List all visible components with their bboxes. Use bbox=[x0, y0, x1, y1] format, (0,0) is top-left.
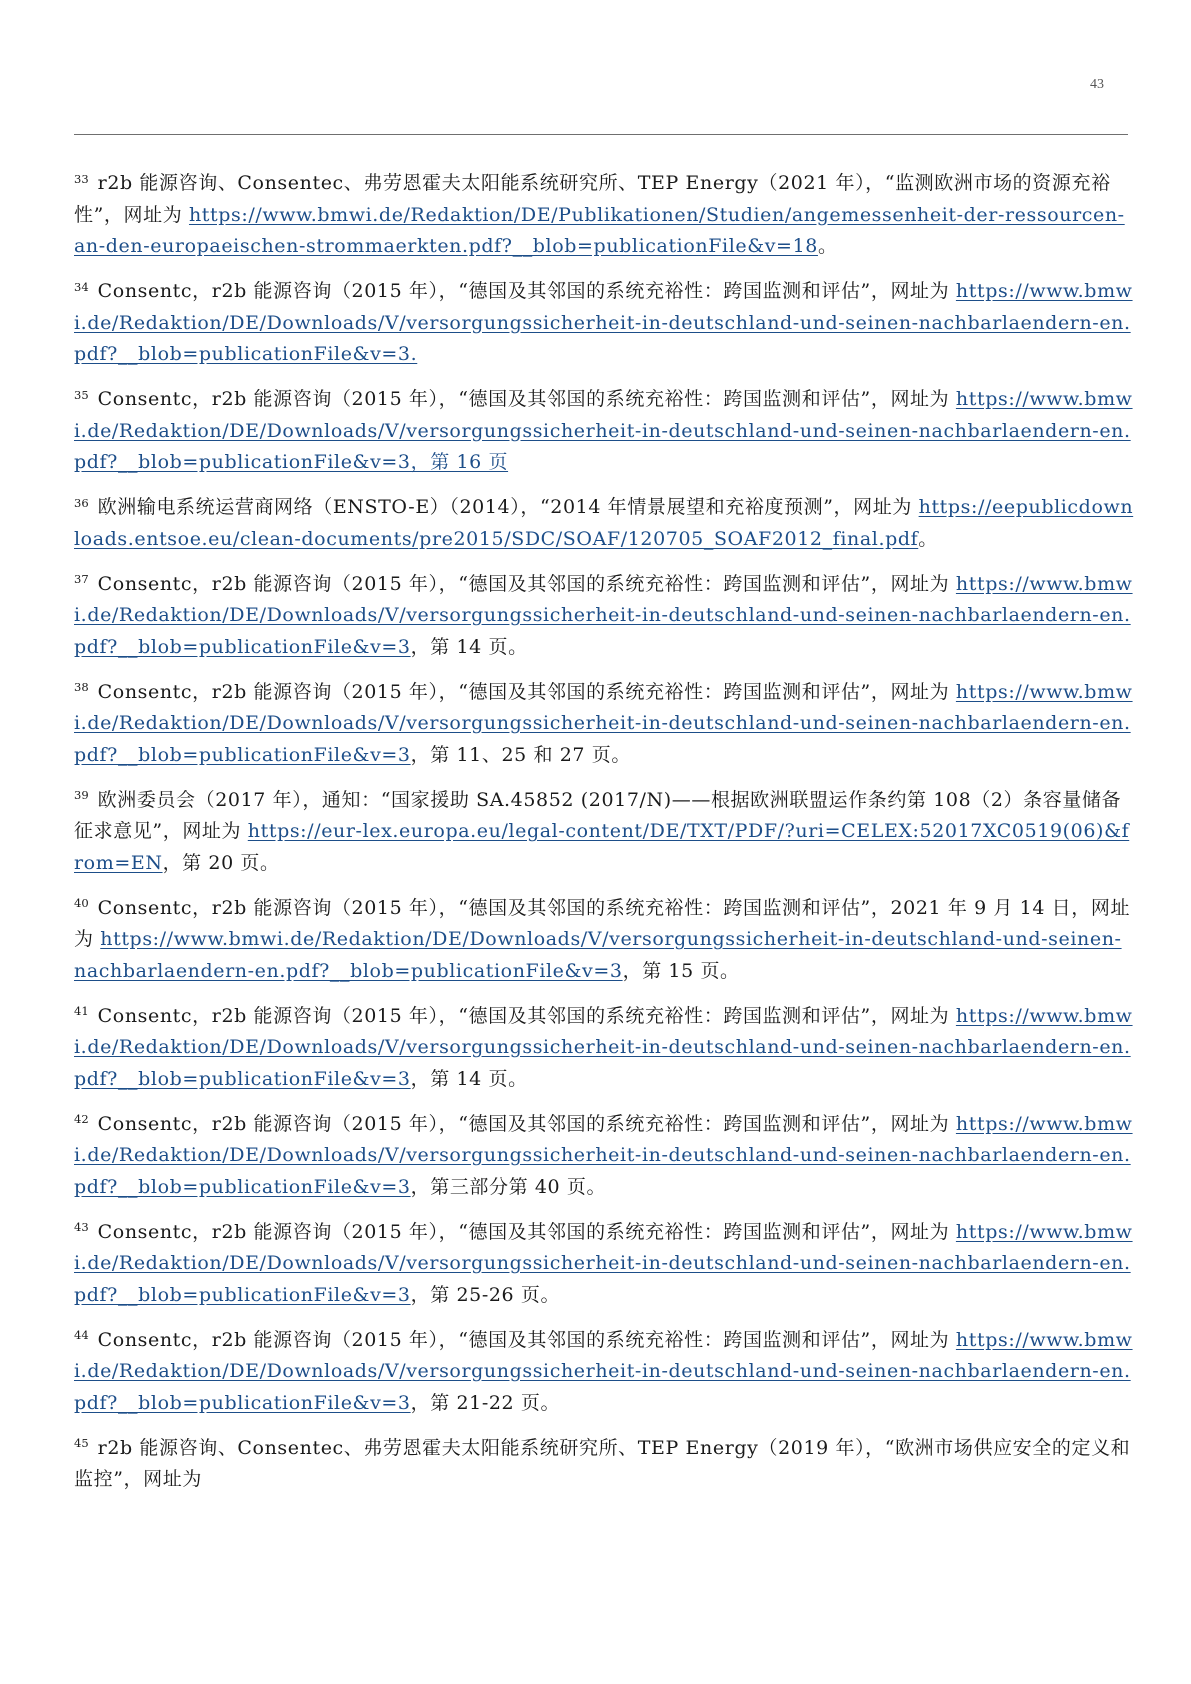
footnote-number: 41 bbox=[74, 1004, 89, 1019]
footnote-number: 38 bbox=[74, 680, 89, 695]
footnote-text: r2b 能源咨询、Consentec、弗劳恩霍夫太阳能系统研究所、TEP Energy（2021 年），“监测欧洲市场的资源充裕性”，网址为 bbox=[74, 172, 1111, 226]
footnote bbox=[74, 785, 1134, 880]
footnote-number: 33 bbox=[74, 171, 89, 186]
footnote-link[interactable]: https://www.bmwi.de/Redaktion/DE/Publikationen/Studien/angemessenheit-der-ressourcen-an-den-europaeischen-strommaerkten.pdf?__blob=publicationFile&v=18 bbox=[74, 203, 1125, 257]
footnote-text: Consentc，r2b 能源咨询（2015 年），“德国及其邻国的系统充裕性：跨国监测和评估”，网址为 bbox=[97, 680, 956, 703]
footnote bbox=[74, 1109, 1134, 1204]
footnote-text: Consentc，r2b 能源咨询（2015 年），“德国及其邻国的系统充裕性：跨国监测和评估”，网址为 bbox=[97, 1112, 956, 1135]
footnote-suffix: 。 bbox=[817, 235, 838, 257]
footnote-link[interactable]: https://www.bmwi.de/Redaktion/DE/Downloads/V/versorgungssicherheit-in-deutschland-und-seinen-nachbarlaendern-en.pdf?__blob=publicationFile&v=3 bbox=[74, 1112, 1133, 1198]
footnote-number: 34 bbox=[74, 279, 89, 294]
footnote-link[interactable]: https://www.bmwi.de/Redaktion/DE/Downloads/V/versorgungssicherheit-in-deutschland-und-seinen-nachbarlaendern-en.pdf?__blob=publicationFile&v=3 bbox=[74, 680, 1133, 766]
footnote bbox=[74, 1001, 1134, 1096]
footnote bbox=[74, 276, 1134, 371]
footnote bbox=[74, 1433, 1134, 1496]
footnote-number: 45 bbox=[74, 1436, 89, 1451]
footnote-suffix: ，第 21-22 页。 bbox=[410, 1391, 561, 1414]
footnote-link[interactable]: https://www.bmwi.de/Redaktion/DE/Downloads/V/versorgungssicherheit-in-deutschland-und-seinen-nachbarlaendern-en.pdf?__blob=publicationFile&v=3 bbox=[74, 928, 1122, 982]
footnote-text: 欧洲输电系统运营商网络（ENSTO-E）（2014），“2014 年情景展望和充裕度预测”，网址为 bbox=[97, 496, 919, 518]
footnote-link[interactable]: https://www.bmwi.de/Redaktion/DE/Downloads/V/versorgungssicherheit-in-deutschland-und-seinen-nachbarlaendern-en.pdf?__blob=publicationFile&v=3 bbox=[74, 1004, 1133, 1090]
footnote-text: Consentc，r2b 能源咨询（2015 年），“德国及其邻国的系统充裕性：跨国监测和评估”，网址为 bbox=[97, 1220, 956, 1243]
footnote-suffix: ，第 25-26 页。 bbox=[410, 1283, 561, 1306]
footnote-number: 35 bbox=[74, 387, 89, 402]
footnote bbox=[74, 893, 1134, 988]
footnote bbox=[74, 384, 1134, 479]
header-divider bbox=[74, 134, 1128, 135]
footnote bbox=[74, 677, 1134, 772]
footnote-text: Consentc，r2b 能源咨询（2015 年），“德国及其邻国的系统充裕性：跨国监测和评估”，2021 年 9 月 14 日，网址为 bbox=[74, 896, 1131, 950]
footnote bbox=[74, 168, 1134, 263]
footnote-link[interactable]: https://eur-lex.europa.eu/legal-content/DE/TXT/PDF/?uri=CELEX:52017XC0519(06)&from=EN bbox=[74, 820, 1130, 874]
footnote-link[interactable]: https://www.bmwi.de/Redaktion/DE/Downloads/V/versorgungssicherheit-in-deutschland-und-seinen-nachbarlaendern-en.pdf?__blob=publicationFile&v=3 bbox=[74, 1220, 1133, 1306]
footnote-link[interactable]: https://www.bmwi.de/Redaktion/DE/Downloads/V/versorgungssicherheit-in-deutschland-und-seinen-nachbarlaendern-en.pdf?__blob=publicationFile&v=3. bbox=[74, 280, 1133, 365]
footnote-number: 44 bbox=[74, 1328, 89, 1343]
footnote-suffix: ，第 11、25 和 27 页。 bbox=[410, 743, 631, 766]
footnote-suffix: 。 bbox=[918, 527, 938, 550]
footnote-list bbox=[74, 168, 1134, 1509]
footnote-suffix: ，第三部分第 40 页。 bbox=[410, 1175, 607, 1198]
footnote-suffix: ，第 14 页。 bbox=[410, 1067, 528, 1090]
footnote-link[interactable]: https://www.bmwi.de/Redaktion/DE/Downloads/V/versorgungssicherheit-in-deutschland-und-seinen-nachbarlaendern-en.pdf?__blob=publicationFile&v=3 bbox=[74, 1328, 1133, 1414]
footnote-text: r2b 能源咨询、Consentec、弗劳恩霍夫太阳能系统研究所、TEP Energy（2019 年），“欧洲市场供应安全的定义和监控”，网址为 bbox=[74, 1436, 1131, 1490]
footnote-number: 36 bbox=[74, 495, 89, 510]
footnote-number: 42 bbox=[74, 1112, 89, 1127]
footnote-link[interactable]: https://www.bmwi.de/Redaktion/DE/Downloads/V/versorgungssicherheit-in-deutschland-und-seinen-nachbarlaendern-en.pdf?__blob=publicationFile&v=3 bbox=[74, 572, 1133, 658]
footnote-text: Consentc，r2b 能源咨询（2015 年），“德国及其邻国的系统充裕性：跨国监测和评估”，网址为 bbox=[97, 280, 956, 302]
footnote-suffix: ，第 15 页。 bbox=[622, 959, 740, 982]
footnote bbox=[74, 492, 1134, 555]
footnote-suffix: ，第 20 页。 bbox=[162, 851, 280, 874]
footnote-number: 37 bbox=[74, 572, 89, 587]
footnote-suffix: ，第 14 页。 bbox=[410, 635, 528, 658]
footnote-text: Consentc，r2b 能源咨询（2015 年），“德国及其邻国的系统充裕性：跨国监测和评估”，网址为 bbox=[97, 388, 956, 410]
footnote-link[interactable]: https://eepublicdownloads.entsoe.eu/clean-documents/pre2015/SDC/SOAF/120705_SOAF2012_final.pdf bbox=[74, 496, 1134, 550]
footnote-number: 39 bbox=[74, 788, 89, 803]
footnote bbox=[74, 1217, 1134, 1312]
footnote-number: 40 bbox=[74, 896, 89, 911]
footnote-number: 43 bbox=[74, 1220, 89, 1235]
footnote-text: 欧洲委员会（2017 年），通知：“国家援助 SA.45852 (2017/N)——根据欧洲联盟运作条约第 108（2）条容量储备征求意见”，网址为 bbox=[74, 788, 1122, 842]
page-number: 43 bbox=[1090, 77, 1104, 92]
footnote-text: Consentc，r2b 能源咨询（2015 年），“德国及其邻国的系统充裕性：跨国监测和评估”，网址为 bbox=[97, 1004, 956, 1027]
footnote-text: Consentc，r2b 能源咨询（2015 年），“德国及其邻国的系统充裕性：跨国监测和评估”，网址为 bbox=[97, 1328, 956, 1351]
footnote-text: Consentc，r2b 能源咨询（2015 年），“德国及其邻国的系统充裕性：跨国监测和评估”，网址为 bbox=[97, 572, 956, 595]
footnote-link[interactable]: https://www.bmwi.de/Redaktion/DE/Downloads/V/versorgungssicherheit-in-deutschland-und-seinen-nachbarlaendern-en.pdf?__blob=publicationFile&v=3，第 16 页 bbox=[74, 388, 1133, 473]
footnote bbox=[74, 1325, 1134, 1420]
footnote bbox=[74, 569, 1134, 664]
